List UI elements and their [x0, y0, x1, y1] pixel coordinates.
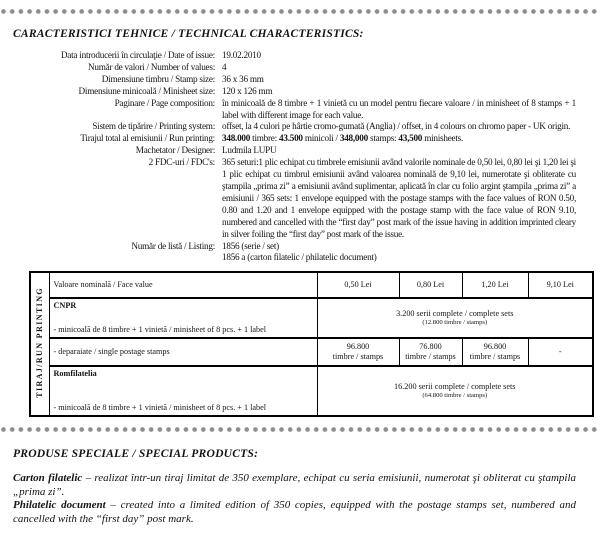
- field-row-fdc: [13, 157, 576, 240]
- field-row-page-composition: [13, 98, 576, 122]
- cnpr-description-cell: [49, 298, 317, 338]
- cnpr-total-cell: [317, 298, 593, 338]
- field-row-printing-system: [13, 121, 576, 133]
- table-row-singles: [30, 338, 593, 366]
- singles-count-main: 76.800: [419, 342, 442, 352]
- face-value-header-cell: Valoare nominală / Face value: [49, 272, 317, 298]
- singles-count-main: 96.800: [346, 342, 370, 352]
- field-value: offset, la 4 culori pe hârtie cromo-gumată (Anglia) / offset, in 4 colours on chromo paper - UK origin.: [222, 121, 571, 132]
- field-label: Număr de valori / Number of values:: [88, 61, 215, 72]
- singles-count-sub: timbre / stamps: [332, 352, 384, 362]
- field-row-minisheet-size: [13, 86, 576, 98]
- carton-filatelic-paragraph: [13, 472, 576, 499]
- field-value: 4: [222, 61, 227, 72]
- field-row-designer: [13, 145, 576, 157]
- philatelic-document-text: – created into a limited edition of 350 copies, equipped with the postage stamps set, numbered and cancelled with the “first day” post mark.: [13, 499, 576, 525]
- field-label: Dimensiune minicoală / Minisheet size:: [78, 85, 215, 96]
- run-printing-text: minisheets.: [422, 133, 464, 144]
- run-printing-stamps-ro: 348.000: [222, 133, 251, 144]
- tech-characteristics-title: CARACTERISTICI TEHNICE / TECHNICAL CHARACTERISTICS:: [13, 27, 364, 40]
- listing-values: [222, 241, 576, 265]
- run-printing-side-label: TIRAJ/RUN PRINTING: [35, 287, 44, 399]
- romfilatelia-total-stamps: (64.800 timbre / stamps): [422, 392, 488, 400]
- field-label: Tirajul total al emisiunii / Run printing:: [80, 133, 215, 144]
- field-value: 120 x 126 mm: [222, 85, 273, 96]
- singles-count-120: [462, 338, 528, 366]
- philatelic-document-lead: Philatelic document: [13, 499, 106, 512]
- carton-filatelic-lead: Carton filatelic: [13, 472, 83, 485]
- romfilatelia-description-cell: [49, 366, 317, 416]
- run-printing-text: minicoli /: [302, 133, 340, 144]
- special-products-title: PRODUSE SPECIALE / SPECIAL PRODUCTS:: [13, 447, 259, 461]
- table-row-header: [30, 272, 593, 298]
- field-label: Sistem de tipărire / Printing system:: [92, 121, 215, 132]
- table-side-cell: [30, 272, 49, 416]
- face-value-080: 0,80 Lei: [399, 272, 462, 298]
- field-label: Data introducerii în circulaţie / Date of issue:: [60, 50, 215, 60]
- listing-document-number: 1856 a (carton filatelic / philatelic document): [222, 252, 377, 263]
- singles-count-910: [528, 338, 593, 366]
- singles-count-main: 96.800: [483, 342, 507, 352]
- field-row-date-of-issue: [13, 50, 576, 62]
- field-value: Ludmila LUPU: [222, 145, 277, 156]
- singles-count-sub: timbre / stamps: [469, 352, 521, 362]
- singles-count-main: -: [558, 347, 562, 357]
- field-label: Machetator / Designer:: [135, 145, 215, 156]
- romfilatelia-total-sets: 16.200 serii complete / complete sets: [394, 382, 516, 392]
- run-printing-minisheets-ro: 43.500: [279, 133, 303, 144]
- special-products-section: [13, 447, 576, 526]
- field-row-listing: [13, 241, 576, 265]
- perforation-middle: [1, 427, 599, 432]
- print-run-table: [29, 271, 594, 417]
- field-value: 36 x 36 mm: [222, 73, 264, 84]
- field-value: în minicoală de 8 timbre + 1 vinietă cu un model pentru fiecare valoare / in minisheet of 8 stamps + 1 label with different image for each value.: [222, 97, 576, 120]
- field-label: Număr de listă / Listing:: [131, 240, 215, 251]
- cnpr-name: CNPR: [53, 301, 77, 311]
- perforation-top: [1, 9, 599, 14]
- run-printing-text: timbre:: [250, 133, 279, 144]
- fdc-description: 365 seturi:1 plic echipat cu timbrele emisiunii având valorile nominale de 0,50 lei, 0,80 lei şi 1,20 lei şi 1 plic echipat cu timbrul emisiunii având valoarea nominală de 9,10 lei, numerotate şi obliterate cu ştampila „prima zi” a emisiunii având suplimentar, aplicată în clar cu folio argint ştampila „prima zi” a emisiunii / 365 sets: 1 envelope equipped with the postage stamps with the face values of RON 0.50, 0.80 and 1.20 and 1 envelope equipped with the postage stamp with the face value of RON 9.10, numbered and cancelled with the “first day” post mark of the issue having in addition imprinted cleary in silver foiling the “first day” post mark of the issue.: [222, 157, 576, 239]
- run-printing-text: stamps:: [367, 133, 399, 144]
- table-row-romfilatelia: [30, 366, 593, 416]
- cnpr-minisheet-desc: - minicoală de 8 timbre + 1 vinietă / minisheet of 8 pcs. + 1 label: [53, 325, 267, 335]
- cnpr-total-sets: 3.200 serii complete / complete sets: [396, 309, 514, 319]
- field-label: Dimensiune timbru / Stamp size:: [101, 73, 215, 84]
- field-row-stamp-size: [13, 74, 576, 86]
- field-label: Paginare / Page composition:: [114, 97, 215, 108]
- romfilatelia-minisheet-desc: - minicoală de 8 timbre + 1 vinietă / minisheet of 8 pcs. + 1 label: [53, 403, 267, 413]
- cnpr-total-stamps: (12.800 timbre / stamps): [422, 319, 488, 327]
- tech-fields-list: [13, 50, 576, 264]
- philatelic-document-paragraph: [13, 499, 576, 526]
- special-products-body: [13, 472, 576, 526]
- field-label: 2 FDC-uri / FDC's:: [148, 157, 215, 168]
- run-printing-stamps-en: 348,000: [339, 133, 368, 144]
- carton-filatelic-text: – realizat într-un tiraj limitat de 350 exemplare, echipat cu seria emisiunii, numerotat şi obliterat cu ştampila „prima zi”.: [13, 472, 577, 498]
- philatelic-datasheet-page: [0, 9, 600, 545]
- run-printing-value: [222, 133, 576, 145]
- table-row-cnpr: [30, 298, 593, 338]
- singles-description-cell: - deparaiate / single postage stamps: [49, 338, 317, 366]
- face-value-120: 1,20 Lei: [462, 272, 528, 298]
- singles-count-080: [399, 338, 462, 366]
- listing-set-number: 1856 (serie / set): [222, 240, 279, 251]
- romfilatelia-name: Romfilatelia: [53, 369, 97, 379]
- face-value-910: 9,10 Lei: [528, 272, 593, 298]
- field-value: 19.02.2010: [222, 50, 261, 60]
- field-row-number-of-values: [13, 62, 576, 74]
- field-row-run-printing: [13, 133, 576, 145]
- singles-count-050: [317, 338, 399, 366]
- romfilatelia-total-cell: [317, 366, 593, 416]
- singles-count-sub: timbre / stamps: [405, 352, 456, 362]
- run-printing-minisheets-en: 43,500: [398, 133, 423, 144]
- face-value-050: 0,50 Lei: [317, 272, 399, 298]
